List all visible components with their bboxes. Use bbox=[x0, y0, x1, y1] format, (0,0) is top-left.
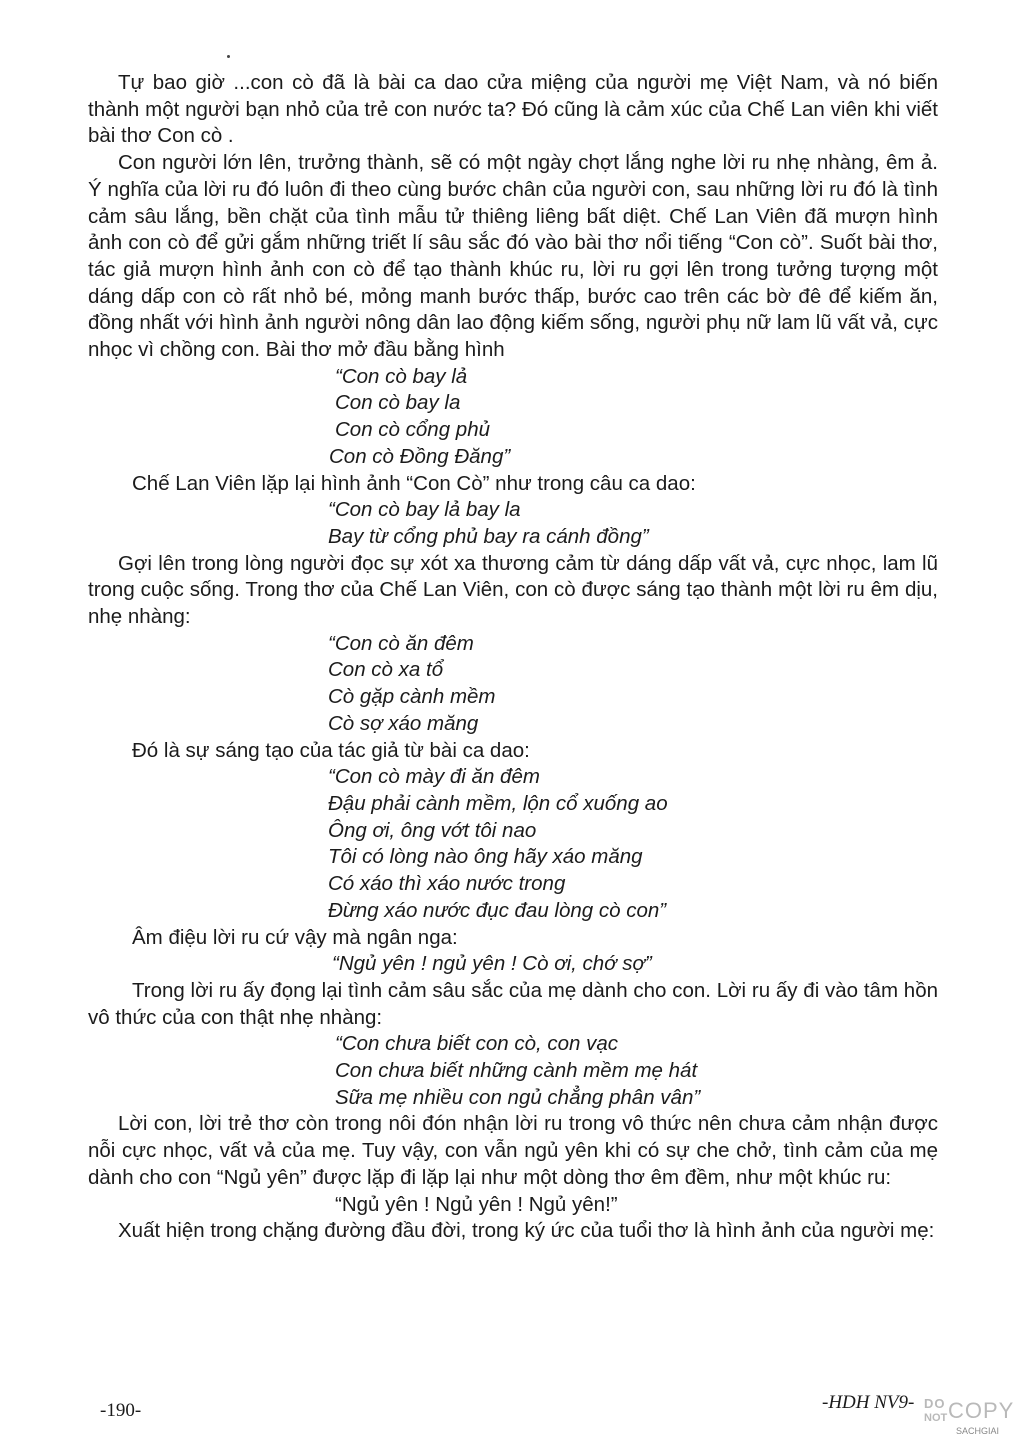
verse-line: “Con cò mày đi ăn đêm bbox=[328, 765, 540, 789]
verse-line: “Ngủ yên ! ngủ yên ! Cò ơi, chớ sợ” bbox=[332, 952, 652, 976]
paragraph-6: Âm điệu lời ru cứ vậy mà ngân nga: bbox=[132, 925, 458, 949]
verse-line: Ông ơi, ông vớt tôi nao bbox=[328, 818, 537, 842]
paragraph-8: Lời con, lời trẻ thơ còn trong nôi đón nhận lời ru trong vô thức nên chưa cảm nhận được nỗi cực nhọc, vất vả của mẹ. Tuy vậy, con vẫn ngủ yên khi có sự che chở, tình cảm của mẹ dành cho con “Ngủ yên” được lặp đi lặp lại như một dòng thơ êm đềm, như một khúc ru: bbox=[88, 1112, 938, 1189]
verse-line: “Con cò bay lả bay la bbox=[328, 498, 521, 522]
paragraph-5: Đó là sự sáng tạo của tác giả từ bài ca dao: bbox=[132, 738, 530, 762]
verse-4 bbox=[328, 764, 938, 924]
do-not-copy-watermark bbox=[924, 1396, 1015, 1442]
verse-line: Tôi có lòng nào ông hãy xáo măng bbox=[328, 845, 643, 869]
book-code: -HDH NV9- bbox=[822, 1392, 915, 1413]
verse-line: Sữa mẹ nhiều con ngủ chẳng phân vân” bbox=[335, 1085, 701, 1109]
verse-1 bbox=[329, 364, 938, 471]
watermark-not: NOT bbox=[924, 1412, 948, 1424]
verse-line: “Con chưa biết con cò, con vạc bbox=[335, 1032, 619, 1056]
paragraph-2: Con người lớn lên, trưởng thành, sẽ có một ngày chợt lắng nghe lời ru nhẹ nhàng, êm ả. Ý nghĩa của lời ru đó luôn đi theo cùng bước chân của người con, sau những lời ru đó là tình cảm sâu lắng, bền chặt của tình mẫu tử thiêng liêng bất diệt. Chế Lan Viên đã mượn hình ảnh con cò để gửi gắm những triết lí sâu sắc đó vào bài thơ nổi tiếng “Con cò”. Suốt bài thơ, tác giả mượn hình ảnh con cò để tạo thành khúc ru, lời ru gợi lên trong tưởng tượng một dáng dấp con cò rất nhỏ bé, mỏng manh bước thấp, bước cao trên các bờ đê để kiếm ăn, đồng nhất với hình ảnh người nông dân lao động kiếm sống, người phụ nữ lam lũ vất vả, cực nhọc vì chồng con. Bài thơ mở đầu bằng hình bbox=[88, 151, 938, 362]
verse-line: Có xáo thì xáo nước trong bbox=[328, 872, 566, 896]
page-content bbox=[88, 70, 938, 1245]
verse-line: Bay từ cổng phủ bay ra cánh đồng” bbox=[328, 524, 649, 548]
scan-dot bbox=[227, 55, 230, 58]
verse-3 bbox=[328, 631, 938, 738]
watermark-do: DO bbox=[924, 1396, 946, 1411]
verse-2 bbox=[328, 497, 938, 550]
verse-line: Cò sợ xáo măng bbox=[328, 711, 479, 735]
verse-line: Đừng xáo nước đục đau lòng cò con” bbox=[328, 898, 667, 922]
paragraph-4: Gợi lên trong lòng người đọc sự xót xa thương cảm từ dáng dấp vất vả, cực nhọc, lam lũ trong cuộc sống. Trong thơ của Chế Lan Viên, con cò được sáng tạo thành một lời ru êm dịu, nhẹ nhàng: bbox=[88, 551, 938, 629]
watermark-copy: COPY bbox=[948, 1398, 1015, 1423]
verse-line: Con cò bay la bbox=[335, 391, 461, 415]
verse-6 bbox=[335, 1031, 938, 1111]
verse-line: “Con cò bay lả bbox=[335, 364, 468, 388]
verse-line: Con cò cổng phủ bbox=[335, 418, 491, 442]
paragraph-1: Tự bao giờ ...con cò đã là bài ca dao cửa miệng của người mẹ Việt Nam, và nó biến thành một người bạn nhỏ của trẻ con nước ta? Đó cũng là cảm xúc của Chế Lan viên khi viết bài thơ Con cò . bbox=[88, 71, 938, 148]
paragraph-7: Trong lời ru ấy đọng lại tình cảm sâu sắc của mẹ dành cho con. Lời ru ấy đi vào tâm hồn vô thức của con thật nhẹ nhàng: bbox=[88, 978, 938, 1029]
watermark-sachgiai: SACHGIAI bbox=[956, 1426, 1000, 1436]
verse-5 bbox=[332, 951, 938, 978]
verse-7 bbox=[335, 1192, 938, 1219]
paragraph-3: Chế Lan Viên lặp lại hình ảnh “Con Cò” như trong câu ca dao: bbox=[132, 471, 696, 495]
verse-line: Cò gặp cành mềm bbox=[328, 685, 496, 709]
verse-line: Con cò xa tổ bbox=[328, 658, 444, 682]
verse-line: “Con cò ăn đêm bbox=[328, 631, 474, 655]
verse-line: Đậu phải cành mềm, lộn cổ xuống ao bbox=[328, 791, 668, 815]
verse-line: Con chưa biết những cành mềm mẹ hát bbox=[335, 1059, 698, 1083]
verse-line: Con cò Đồng Đăng” bbox=[329, 444, 511, 468]
paragraph-9: Xuất hiện trong chặng đường đầu đời, trong ký ức của tuổi thơ là hình ảnh của người mẹ: bbox=[118, 1219, 935, 1243]
page-number: -190- bbox=[100, 1400, 142, 1421]
verse-line: “Ngủ yên ! Ngủ yên ! Ngủ yên!” bbox=[335, 1192, 618, 1216]
